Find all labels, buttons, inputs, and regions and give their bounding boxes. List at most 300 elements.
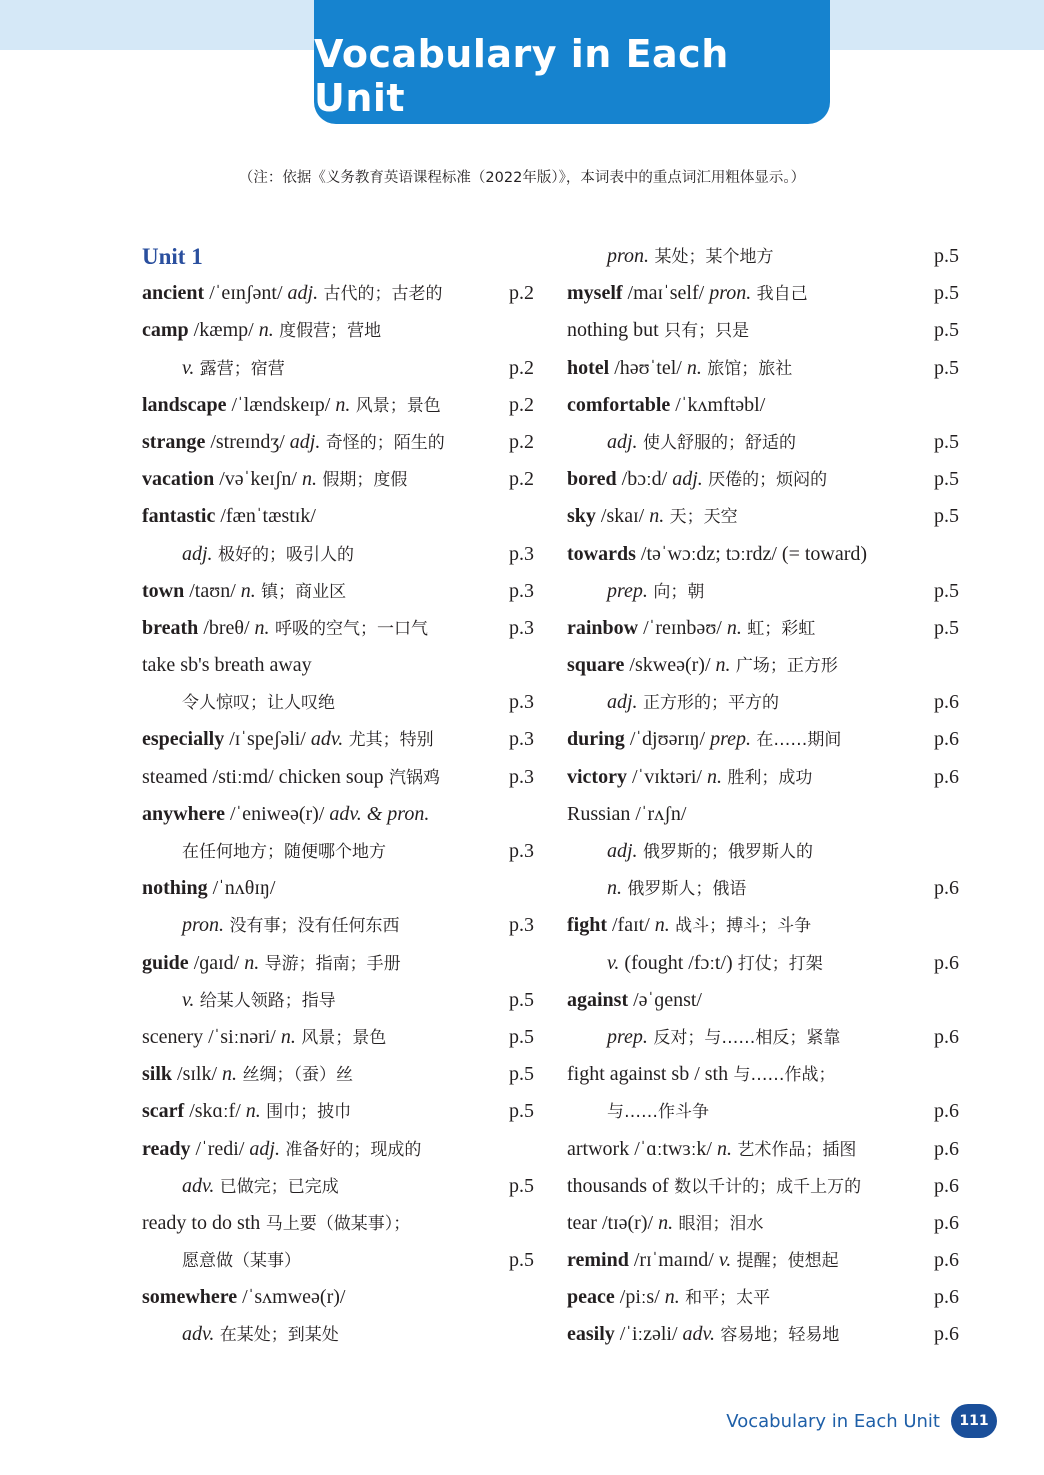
headword: nothing [142,877,208,900]
vocab-line [567,1242,959,1279]
vocab-line-text [567,1286,770,1308]
headword: breath [142,616,199,639]
vocab-line-text [567,1212,763,1234]
entry-text: /əˈɡenst/ [628,988,702,1011]
page-reference: p.6 [934,877,959,900]
chinese-gloss: 在某处；到某处 [214,1325,339,1346]
chinese-gloss: 给某人领路；指导 [194,990,336,1011]
headword: comfortable [567,393,671,416]
vocab-line-text [142,803,429,825]
vocab-line-text [142,357,285,379]
chinese-gloss: 正方形的；平方的 [637,693,779,714]
vocab-line-text [142,1026,386,1048]
vocabulary-column-right [567,238,959,1354]
entry-text: steamed /stiːmd/ chicken soup [142,765,384,788]
chinese-gloss: 露营；宿营 [194,358,285,379]
page-reference: p.5 [509,1100,534,1123]
vocab-line [142,1019,534,1056]
vocab-line [142,721,534,758]
vocab-line [567,1131,959,1168]
headword: ancient [142,282,205,305]
entry-text: /ˈkʌmftəbl/ [670,393,766,416]
headword: somewhere [142,1286,238,1309]
part-of-speech: n. [335,393,351,416]
page-reference: p.5 [509,1063,534,1086]
vocab-line [567,610,959,647]
headword: victory [567,765,627,788]
vocab-line-text [567,431,796,453]
entry-text: /breθ/ [198,616,255,639]
page-reference: p.5 [934,616,959,639]
headword: sky [567,505,596,528]
vocab-line [142,1205,534,1242]
chinese-gloss: 艺术作品；插图 [731,1139,857,1160]
headword: silk [142,1063,173,1086]
vocab-line [567,536,959,573]
vocab-line [142,647,534,684]
vocab-line [142,1168,534,1205]
vocab-line [142,610,534,647]
page-reference: p.5 [934,579,959,602]
page-reference: p.5 [509,1174,534,1197]
part-of-speech: n. [258,319,274,342]
vocab-line [142,907,534,944]
chinese-gloss: 尤其；特别 [343,730,434,751]
vocab-line [567,461,959,498]
vocab-line [567,833,959,870]
chinese-gloss: 奇怪的；陌生的 [320,432,445,453]
note-text: （注：依据《义务教育英语课程标准（2022年版）》，本词表中的重点词汇用粗体显示。） [238,170,806,186]
vocab-line [567,982,959,1019]
entry-text: /ɪˈspeʃəli/ [224,728,311,751]
vocab-line [567,312,959,349]
part-of-speech: adj. [607,691,638,714]
chinese-gloss: 令人惊叹；让人叹绝 [182,693,335,714]
vocab-line [142,684,534,721]
vocab-line-text [567,357,792,379]
headword: especially [142,728,225,751]
chinese-gloss: 提醒；使想起 [731,1251,839,1272]
vocab-line [142,1056,534,1093]
page-reference: p.6 [934,1137,959,1160]
page-reference: p.6 [934,691,959,714]
vocab-line-text [142,468,407,490]
vocab-line [567,721,959,758]
part-of-speech: n. [654,914,670,937]
vocab-line-text [142,505,316,527]
vocab-line [567,759,959,796]
vocab-line-text [567,989,702,1011]
vocab-line-text [142,989,336,1011]
vocab-line-text [567,1175,861,1197]
headword: hotel [567,356,610,379]
vocab-line-text [567,505,738,527]
part-of-speech: adv. [182,1174,215,1197]
part-of-speech: adv. [310,728,344,751]
part-of-speech: adj. [182,542,213,565]
chinese-gloss: 数以千计的；成千上万的 [668,1176,862,1197]
chinese-gloss: 假期；度假 [316,470,408,491]
entry-text: /həʊˈtel/ [609,356,687,379]
page-reference: p.6 [934,765,959,788]
vocab-line-text [567,319,749,341]
chinese-gloss: 度假营；营地 [273,321,382,342]
entry-text: /skweə(r)/ [624,654,716,677]
entry-text: Russian /ˈrʌʃn/ [567,802,687,825]
entry-text: nothing but [567,319,659,342]
vocab-line [567,1279,959,1316]
vocab-line-text [142,1175,339,1197]
entry-text: /skaɪ/ [595,505,650,528]
vocab-line [142,536,534,573]
vocab-line-text [142,1100,351,1122]
part-of-speech: adv. [182,1323,215,1346]
headword: guide [142,951,189,974]
chinese-gloss: 风景；景色 [350,395,441,416]
chinese-gloss: 导游；指南；手册 [259,953,401,974]
entry-text: /təˈwɔːdz; tɔːrdz/ (= toward) [635,542,868,565]
entry-text: scenery /ˈsiːnəri/ [142,1025,281,1048]
chinese-gloss: 镇；商业区 [255,581,347,602]
chinese-gloss: 虹；彩虹 [741,618,816,639]
headword: vacation [142,468,215,491]
chinese-gloss: 没有事；没有任何东西 [224,916,400,937]
vocab-line-text [567,617,815,639]
entry-text: /rɪˈmaɪnd/ [628,1249,719,1272]
page-reference: p.6 [934,1100,959,1123]
entry-text: /ˈsʌmweə(r)/ [237,1286,346,1309]
entry-text: /vəˈkeɪʃn/ [214,468,302,491]
vocab-line [142,387,534,424]
chinese-gloss: 与……作斗争 [607,1102,709,1123]
chinese-gloss: 汽锅鸡 [383,767,441,788]
vocab-line-text [142,766,440,788]
chinese-gloss: 与……作战； [728,1065,836,1086]
vocab-line [142,350,534,387]
vocab-line [567,275,959,312]
page-reference: p.3 [509,616,534,639]
part-of-speech: n. [706,765,722,788]
vocab-line [567,1093,959,1130]
part-of-speech: n. [240,579,256,602]
entry-text: /sɪlk/ [172,1063,223,1086]
page-reference: p.6 [934,1323,959,1346]
page-reference: p.5 [509,1025,534,1048]
vocab-line-text [142,877,275,899]
chinese-gloss: 打仗；打架 [737,953,823,974]
headword: landscape [142,393,227,416]
chinese-gloss: 广场；正方形 [730,656,838,677]
entry-text: tear /tɪə(r)/ [567,1211,659,1234]
vocab-line [567,907,959,944]
page-reference: p.2 [509,393,534,416]
chinese-gloss: 围巾；披巾 [260,1102,352,1123]
vocab-line [142,1093,534,1130]
headword: towards [567,542,636,565]
vocab-line [142,945,534,982]
vocab-line-text [567,691,779,713]
page-reference: p.5 [934,505,959,528]
entry-text: /kæmp/ [188,319,259,342]
chinese-gloss: 只有；只是 [658,321,750,342]
page-reference: p.5 [934,319,959,342]
vocab-line [142,833,534,870]
vocab-line-text [567,580,704,602]
chinese-gloss: 眼泪；泪水 [673,1213,764,1234]
vocab-line-text [142,394,441,416]
page-reference: p.5 [934,468,959,491]
part-of-speech: prep. [607,1025,648,1048]
vocab-line [567,1056,959,1093]
vocab-line [567,945,959,982]
headword: fantastic [142,505,216,528]
vocab-line-text [142,840,386,862]
vocab-line [142,461,534,498]
headword: ready [142,1137,191,1160]
vocab-line-text [567,1249,839,1271]
part-of-speech: v. [182,356,195,379]
vocab-line [142,1279,534,1316]
chinese-gloss: 向；朝 [647,581,705,602]
vocab-line [142,498,534,535]
headword: camp [142,319,189,342]
page-reference: p.5 [934,430,959,453]
entry-text: ready to do sth [142,1211,261,1234]
vocab-line-text [567,803,686,825]
headword: myself [567,282,623,305]
page-reference: p.2 [509,468,534,491]
page-reference: p.5 [934,245,959,267]
vocab-line-text [567,952,823,974]
headword: scarf [142,1100,185,1123]
vocab-line [142,759,534,796]
vocab-line-text [567,654,838,676]
chinese-gloss: 天；天空 [664,507,738,528]
part-of-speech: n. [649,505,665,528]
part-of-speech: n. [716,1137,732,1160]
vocab-line [567,350,959,387]
vocab-line [142,796,534,833]
part-of-speech: n. [244,951,260,974]
chinese-gloss: 胜利；成功 [721,767,813,788]
entry-text: /ˈeɪnʃənt/ [204,282,288,305]
vocab-line [567,1205,959,1242]
chinese-gloss: 呼吸的空气；一口气 [269,618,428,639]
vocab-line [567,796,959,833]
entry-text: take sb's breath away [142,654,312,677]
part-of-speech: prep. [607,579,648,602]
chinese-gloss: 某处；某个地方 [649,247,774,267]
vocab-line [142,573,534,610]
part-of-speech: adj. [249,1137,280,1160]
entry-text: /bɔːd/ [616,468,673,491]
vocab-line-text [142,728,434,750]
chinese-gloss: 俄罗斯的；俄罗斯人的 [637,842,813,862]
vocab-line-text [567,1138,856,1160]
page-reference: p.3 [509,765,534,788]
chinese-gloss: 丝绸；（蚕）丝 [237,1065,353,1086]
part-of-speech: prep. [710,728,752,751]
part-of-speech: pron. [607,245,650,267]
part-of-speech: pron. [182,914,225,937]
part-of-speech: n. [301,468,317,491]
page-reference: p.6 [934,728,959,751]
page-reference: p.6 [934,1174,959,1197]
vocab-line-text [567,468,827,490]
entry-text: /ɡaɪd/ [188,951,245,974]
entry-text: /ˈnʌθɪŋ/ [207,877,276,900]
entry-text: /faɪt/ [607,914,655,937]
page-reference: p.2 [509,430,534,453]
vocab-line [142,312,534,349]
chinese-gloss: 和平；太平 [679,1288,771,1309]
vocab-line-text [567,728,841,750]
page-reference: p.6 [934,951,959,974]
page-title: Vocabulary in Each Unit [314,32,729,120]
entry-text: /fænˈtæstɪk/ [215,505,316,528]
vocab-line [567,387,959,424]
entry-text: /skɑːf/ [184,1100,246,1123]
chinese-gloss: 使人舒服的；舒适的 [637,432,796,453]
vocab-line-text [567,766,812,788]
part-of-speech: adj. [672,468,703,491]
vocab-line [142,275,534,312]
entry-text: /ˈreɪnbəʊ/ [638,616,727,639]
vocab-line [567,573,959,610]
vocab-line-text [142,1212,410,1234]
vocab-line [567,1168,959,1205]
vocab-line-text [142,914,399,936]
part-of-speech: n. [664,1286,680,1309]
vocab-line-text [567,282,808,304]
entry-text: /ˈredi/ [190,1137,250,1160]
part-of-speech: v. [182,988,195,1011]
vocab-line [567,238,959,275]
vocab-line [567,870,959,907]
entry-text: /streɪndʒ/ [205,430,290,453]
vocab-line-text [567,1063,836,1085]
vocab-line [142,1242,534,1279]
page-reference: p.2 [509,282,534,305]
headword: strange [142,430,206,453]
vocab-line [142,982,534,1019]
part-of-speech: n. [245,1100,261,1123]
headword: fight [567,914,607,937]
chinese-gloss: 古代的；古老的 [318,284,443,305]
page-reference: p.5 [934,282,959,305]
page-reference: p.2 [509,356,534,379]
headword: remind [567,1249,629,1272]
chinese-gloss: 我自己 [751,284,808,305]
headword: peace [567,1286,615,1309]
vocab-line [567,1316,959,1353]
entry-text: artwork /ˈɑːtwɜːk/ [567,1137,717,1160]
part-of-speech: adv. [682,1323,715,1346]
chinese-gloss: 马上要（做某事）； [260,1213,411,1234]
vocab-line-text [567,840,813,862]
vocab-line [142,238,534,275]
page-reference: p.3 [509,542,534,565]
entry-text: /ˈlændskeɪp/ [226,393,336,416]
title-tab [314,0,830,124]
part-of-speech: n. [222,1063,238,1086]
vocab-line-text [567,1026,840,1048]
chinese-gloss: 在任何地方；随便哪个地方 [182,842,386,862]
entry-text: (fought /fɔːt/) [619,951,738,974]
page-reference: p.5 [509,988,534,1011]
unit-heading: Unit 1 [142,244,203,269]
vocab-line-text [142,1286,345,1308]
part-of-speech: pron. [709,282,752,305]
vocabulary-column-left [142,238,534,1354]
vocab-line-text [142,1138,421,1160]
vocab-line-text [142,1063,353,1085]
chinese-gloss: 愿意做（某事） [182,1251,301,1272]
chinese-gloss: 反对；与……相反；紧靠 [647,1027,841,1048]
headword: rainbow [567,616,639,639]
vocab-line-text [567,543,867,565]
part-of-speech: n. [280,1025,296,1048]
vocab-line-text [142,654,312,676]
vocab-line-text [142,952,401,974]
chinese-gloss: 厌倦的；烦闷的 [702,470,828,491]
page-reference: p.3 [509,840,534,862]
part-of-speech: v. [718,1249,732,1272]
vocab-line-text [567,1323,839,1345]
vocab-line [567,424,959,461]
entry-text: /ˈdjʊərɪŋ/ [624,728,711,751]
vocab-line [142,1316,534,1353]
entry-text: fight against sb / sth [567,1063,729,1086]
part-of-speech: adj. [289,430,321,453]
page-reference: p.3 [509,914,534,937]
page-number-badge: 111 [951,1404,997,1438]
chinese-gloss: 旅馆；旅社 [701,358,793,379]
vocab-line-text [567,1100,709,1122]
headword: anywhere [142,802,225,825]
entry-text: thousands of [567,1174,669,1197]
vocab-line-text [142,543,354,565]
vocab-line-text [567,394,765,416]
vocab-line-text [142,244,203,269]
page-reference: p.6 [934,1286,959,1309]
part-of-speech: n. [686,356,702,379]
part-of-speech: adv. & pron. [329,802,430,825]
vocab-line-text [567,245,773,267]
page-reference: p.3 [509,728,534,751]
vocab-line [567,1019,959,1056]
vocab-line-text [142,691,335,713]
page-reference: p.3 [509,691,534,714]
part-of-speech: n. [254,616,270,639]
page-reference: p.5 [934,356,959,379]
chinese-gloss: 战斗；搏斗；斗争 [669,916,812,937]
page-reference: p.6 [934,1025,959,1048]
headword: during [567,728,625,751]
entry-text: /taʊn/ [184,579,241,602]
vocab-line-text [567,877,746,899]
part-of-speech: adj. [287,282,319,305]
vocab-line [142,1131,534,1168]
footer-title: Vocabulary in Each Unit [726,1411,940,1432]
vocab-line-text [142,1323,339,1345]
entry-text: /maɪˈself/ [622,282,710,305]
chinese-gloss: 在……期间 [751,730,842,751]
headword: square [567,654,625,677]
vocab-line-text [142,580,346,602]
headword: bored [567,468,617,491]
part-of-speech: adj. [607,840,638,862]
